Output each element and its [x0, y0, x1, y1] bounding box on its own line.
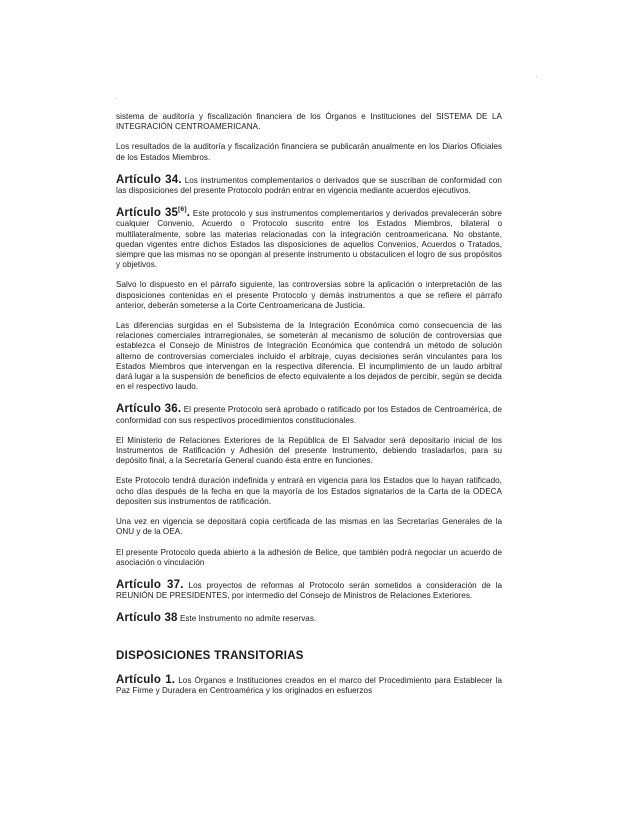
- article-37-text: Los proyectos de reformas al Protocolo serán sometidos a consideración de la REUNIÓN DE PRESIDENTES, por intermedio del Consejo de Ministros de Relaciones Exteriores.: [116, 580, 503, 601]
- article-35-heading: [116, 207, 190, 219]
- article-38-text: Este Instrumento no admite reservas.: [177, 614, 317, 624]
- article-34: [116, 175, 502, 196]
- paragraph-certified-copy: Una vez en vigencia se depositará copia certificada de las mismas en las Secretarías Generales de la ONU y de la OEA.: [116, 517, 502, 537]
- paragraph-audit-results: Los resultados de la auditoría y fiscalización financiera se publicarán anualmente en los Diarios Oficiales de los Estados Miembros.: [116, 142, 502, 162]
- article-37: [116, 580, 502, 601]
- article-38: [116, 613, 502, 624]
- article-35-text: Este protocolo y sus instrumentos complementarios y derivados prevalecerán sobre cualquier Convenio, Acuerdo o Protocolo suscrito entre los Estados Miembros, bilateral o multilateralmente, sobre las materias relacionadas con la integración centroamericana. No obstante, quedan vigentes entre dichos Estados las disposiciones de aquellos Convenios, Acuerdos o Tratados, siempre que las mismas no se opongan al presente instrumento u obstaculicen el logro de sus propósitos y objetivos.: [116, 209, 502, 270]
- transitional-article-1-text: Los Órganos e Instituciones creados en el marco del Procedimiento para Establecer la Paz Firme y Duradera en Centroamérica y los originados en esfuerzos: [116, 675, 502, 695]
- article-34-text: Los instrumentos complementarios o derivados que se suscriban de conformidad con las disposiciones del presente Protocolo podrán entrar en vigencia mediante acuerdos ejecutivos.: [116, 175, 502, 196]
- article-38-heading: Artículo 38: [116, 612, 178, 625]
- document-page: [116, 112, 502, 696]
- article-36: [116, 404, 502, 425]
- paragraph-duration: Este Protocolo tendrá duración indefinida y entrará en vigencia para los Estados que lo hayan ratificado, ocho días después de la fecha en que la mayoría de los Estados signatarios de la Carta de la ODECA depositen sus instrumentos de ratificación.: [116, 476, 502, 506]
- article-36-text: El presente Protocolo será aprobado o ratificado por los Estados de Centroamérica, de conformidad con sus respectivos procedimientos constitucionales.: [116, 405, 502, 425]
- paragraph-audit-system: sistema de auditoría y fiscalización financiera de los Órganos e Instituciones del SISTEMA DE LA INTEGRACIÓN CENTROAMERICANA.: [116, 112, 502, 132]
- article-35-heading-dot: .: [186, 207, 191, 220]
- article-36-heading: Artículo 36.: [116, 403, 182, 416]
- transitional-article-1: [116, 675, 502, 696]
- article-35-heading-text: Artículo 35: [116, 207, 179, 220]
- paragraph-belize: El presente Protocolo queda abierto a la adhesión de Belice, que también podrá negociar un acuerdo de asociación o vinculación: [116, 547, 502, 567]
- paragraph-trade-disputes: Las diferencias surgidas en el Subsistema de la Integración Económica como consecuencia de las relaciones comerciales intrarregionales, se someterán al mecanismo de solución de controversias que establezca el Consejo de Ministros de Integración Económica que contendrá un método de solución alterno de controversias comerciales incluido el arbitraje, cuyas decisiones serán vinculantes para los Estados Miembros que intervengan en la respectiva diferencia. El incumplimiento de un laudo arbitral dará lugar a la suspensión de beneficios de efecto equivalente a los dejados de percibir, según se decida en el respectivo laudo.: [116, 321, 502, 392]
- scan-mark: [116, 98, 117, 99]
- section-title: DISPOSICIONES TRANSITORIAS: [116, 649, 304, 662]
- scan-mark: [536, 76, 537, 77]
- footnote-marker: [6]: [178, 206, 187, 214]
- article-37-heading: Artículo 37.: [116, 578, 184, 591]
- article-35: [116, 208, 502, 270]
- transitional-article-1-heading: Artículo 1.: [116, 673, 176, 686]
- paragraph-depositary: El Ministerio de Relaciones Exteriores de la República de El Salvador será depositario inicial de los Instrumentos de Ratificación y Adhesión del presente Instrumento, debiendo trasladarlos, para su depósito final, a la Secretaría General cuando ésta entre en funciones.: [116, 435, 502, 466]
- paragraph-controversies: Salvo lo dispuesto en el párrafo siguiente, las controversias sobre la aplicación o interpretación de las disposiciones contenidas en el presente Protocolo y demás instrumentos a que se refiere el párrafo anterior, deberán someterse a la Corte Centroamericana de Justicia.: [116, 280, 502, 310]
- article-34-heading: Artículo 34.: [116, 173, 182, 186]
